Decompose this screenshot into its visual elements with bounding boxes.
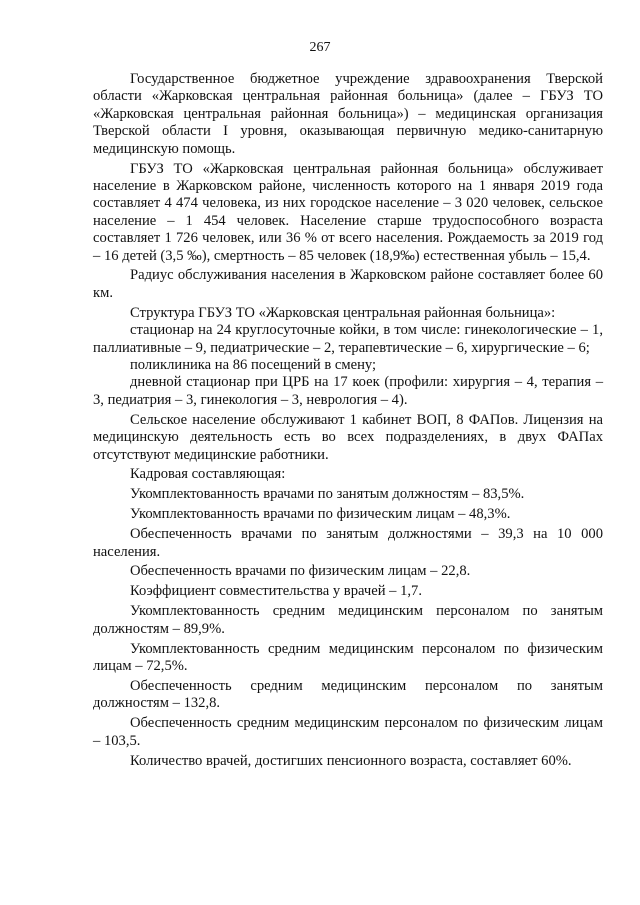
paragraph-doctors-combination-ratio: Коэффициент совместительства у врачей – 1,7. [130, 583, 422, 600]
paragraph-rural-service: Сельское население обслуживают 1 кабинет ВОП, 8 ФАПов. Лицензия на медицинскую деятельность есть во всех подразделениях, в двух ФАПах отсутствуют медицинские работники. [93, 411, 603, 463]
document-body [93, 71, 603, 772]
paragraph-retirement-age-doctors: Количество врачей, достигших пенсионного возраста, составляет 60%. [130, 752, 572, 769]
paragraph-population: ГБУЗ ТО «Жарковская центральная районная больница» обслуживает население в Жарковском районе, численность которого на 1 января 2019 года составляет 4 474 человека, из них городское население – 3 020 человек, сельское население – 1 454 человек. Население старше трудоспособного возраста составляет 1 726 человек, или 36 % от всего населения. Рождаемость за 2019 год – 16 детей (3,5 ‰), смертность – 85 человек (18,9‰) естественная убыль – 15,4. [93, 160, 603, 264]
paragraph-nurses-staffing-positions: Укомплектованность средним медицинским персоналом по занятым должностям – 89,9%. [93, 603, 603, 637]
paragraph-service-radius: Радиус обслуживания населения в Жарковском районе составляет более 60 км. [93, 267, 603, 301]
paragraph-nurses-provision-persons: Обеспеченность средним медицинским персоналом по физическим лицам – 103,5. [93, 715, 603, 749]
paragraph-polyclinic: поликлиника на 86 посещений в смену; [130, 357, 377, 373]
paragraph-staffing-heading: Кадровая составляющая: [130, 466, 286, 483]
paragraph-nurses-provision-positions: Обеспеченность средним медицинским персоналом по занятым должностям – 132,8. [93, 677, 603, 712]
paragraph-doctors-provision-positions: Обеспеченность врачами по занятым должностями – 39,3 на 10 000 населения. [93, 526, 603, 560]
paragraph-structure-heading: Структура ГБУЗ ТО «Жарковская центральная районная больница»: [130, 304, 556, 321]
paragraph-doctors-provision-persons: Обеспеченность врачами по физическим лицам – 22,8. [130, 563, 471, 580]
paragraph-doctors-staffing-persons: Укомплектованность врачами по физическим лицам – 48,3%. [130, 506, 511, 523]
paragraph-nurses-staffing-persons: Укомплектованность средним медицинским персоналом по физическим лицам – 72,5%. [93, 640, 603, 674]
paragraph-hospital-beds: стационар на 24 круглосуточные койки, в том числе: гинекологические – 1, паллиативные – 9, педиатрические – 2, терапевтические – 6, хирургические – 6; [93, 322, 603, 356]
paragraph-doctors-staffing-positions: Укомплектованность врачами по занятым должностям – 83,5%. [130, 486, 525, 503]
paragraph-day-hospital: дневной стационар при ЦРБ на 17 коек (профили: хирургия – 4, терапия – 3, педиатрия – 3, гинекология – 3, неврология – 4). [93, 374, 603, 408]
page-number: 267 [309, 40, 331, 55]
paragraph-institution-intro: Государственное бюджетное учреждение здравоохранения Тверской области «Жарковская центральная районная больница» (далее – ГБУЗ ТО «Жарковская центральная районная больница») – медицинская организация Тверской области I уровня, оказывающая первичную медико-санитарную медицинскую помощь. [93, 71, 603, 157]
